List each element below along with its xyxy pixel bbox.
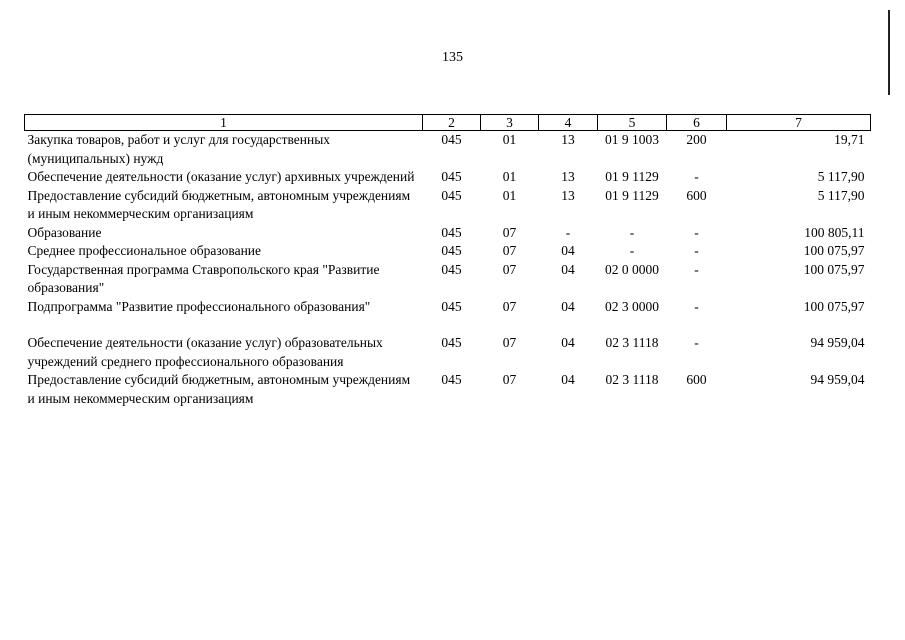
table-row: [25, 371, 871, 408]
row-csr: 02 3 1118: [605, 372, 659, 387]
row-ved: 045: [441, 298, 462, 314]
page-number: 135: [442, 50, 463, 65]
row-name: Закупка товаров, работ и услуг для государственных (муниципальных) нужд: [27, 132, 331, 166]
header-col-6: 6: [667, 115, 727, 131]
row-name: Образование: [27, 224, 102, 240]
row-pr: 04: [561, 298, 575, 314]
row-ved: 045: [441, 169, 462, 184]
row-sum: 94 959,04: [810, 372, 865, 387]
row-rz: 01: [502, 132, 517, 147]
header-col-1: 1: [25, 115, 423, 131]
table-row: [25, 131, 871, 169]
row-ved: 045: [441, 335, 462, 350]
row-csr: 02 0 0000: [605, 261, 659, 277]
row-vr: 200: [686, 132, 707, 147]
row-rz: 07: [502, 335, 517, 350]
row-vr: -: [694, 224, 699, 240]
row-sum: 100 075,97: [803, 261, 865, 277]
row-pr: 13: [561, 169, 575, 184]
row-csr: 01 9 1129: [605, 169, 659, 184]
row-name: Обеспечение деятельности (оказание услуг) архивных учреждений: [27, 169, 415, 184]
row-csr: 02 3 1118: [605, 335, 659, 350]
row-sum: 94 959,04: [810, 335, 865, 350]
row-vr: -: [694, 298, 699, 314]
row-ved: 045: [441, 261, 462, 277]
row-ved: 045: [441, 224, 462, 240]
row-name: Предоставление субсидий бюджетным, автономным учреждениям и иным некоммерческим организациям: [27, 372, 411, 406]
row-name: Подпрограмма "Развитие профессионального образования": [27, 298, 371, 314]
row-sum: 100 075,97: [803, 243, 865, 258]
row-csr: 01 9 1003: [605, 132, 659, 147]
row-pr: 13: [561, 132, 575, 147]
row-rz: 07: [502, 224, 517, 240]
table-row: [25, 187, 871, 224]
table-row: [25, 298, 871, 317]
row-rz: 07: [502, 243, 517, 258]
header-col-3: 3: [481, 115, 539, 131]
row-name: Предоставление субсидий бюджетным, автономным учреждениям и иным некоммерческим организациям: [27, 187, 411, 221]
row-pr: 04: [561, 243, 575, 258]
table-row: [25, 334, 871, 371]
row-rz: 07: [502, 261, 517, 277]
row-vr: -: [694, 243, 699, 258]
table-row: [25, 242, 871, 261]
header-row: [25, 115, 871, 131]
row-name: Обеспечение деятельности (оказание услуг) образовательных учреждений среднего профессионального образования: [27, 335, 383, 369]
row-rz: 01: [502, 187, 517, 203]
row-rz: 07: [502, 372, 517, 387]
table-row: [25, 261, 871, 298]
row-vr: -: [694, 335, 699, 350]
header-col-5: 5: [598, 115, 667, 131]
page-edge-line: [888, 10, 890, 95]
row-csr: 01 9 1129: [605, 187, 659, 203]
header-col-2: 2: [423, 115, 481, 131]
header-col-7: 7: [727, 115, 871, 131]
spacer-row: [25, 316, 871, 334]
row-pr: 04: [561, 372, 575, 387]
row-csr: 02 3 0000: [605, 298, 659, 314]
row-name: Среднее профессиональное образование: [27, 243, 262, 258]
budget-table: [24, 114, 871, 408]
row-pr: 04: [561, 335, 575, 350]
table-row: [25, 224, 871, 243]
row-sum: 5 117,90: [817, 169, 865, 184]
row-csr: -: [629, 224, 635, 240]
row-ved: 045: [441, 132, 462, 147]
row-pr: 13: [561, 187, 575, 203]
row-sum: 100 805,11: [804, 224, 865, 240]
row-vr: -: [694, 169, 699, 184]
row-vr: 600: [686, 372, 707, 387]
row-vr: 600: [686, 187, 707, 203]
row-pr: 04: [561, 261, 575, 277]
row-ved: 045: [441, 372, 462, 387]
header-col-4: 4: [539, 115, 598, 131]
row-pr: -: [565, 224, 571, 240]
row-ved: 045: [441, 187, 462, 203]
row-rz: 07: [502, 298, 517, 314]
row-name: Государственная программа Ставропольского края "Развитие образования": [27, 261, 380, 295]
row-rz: 01: [502, 169, 517, 184]
row-sum: 19,71: [834, 132, 865, 147]
row-csr: -: [629, 243, 635, 258]
row-vr: -: [694, 261, 699, 277]
row-sum: 5 117,90: [817, 187, 865, 203]
row-sum: 100 075,97: [803, 298, 865, 314]
row-ved: 045: [441, 243, 462, 258]
table-row: [25, 168, 871, 187]
